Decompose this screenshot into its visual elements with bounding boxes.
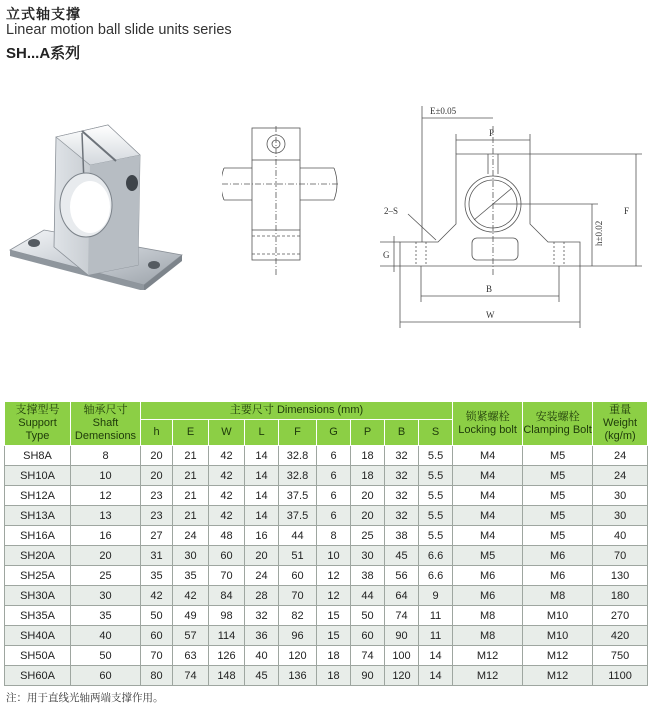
table-cell: 60 bbox=[209, 546, 245, 566]
table-cell: M12 bbox=[523, 666, 593, 686]
table-cell: 40 bbox=[593, 526, 648, 546]
table-cell: 20 bbox=[71, 546, 141, 566]
header-e: E bbox=[173, 420, 209, 446]
table-cell: M5 bbox=[523, 526, 593, 546]
table-cell: 23 bbox=[141, 486, 173, 506]
dim-w-label: W bbox=[486, 310, 495, 320]
header-support-type: 支撑型号 Support Type bbox=[5, 402, 71, 446]
footnote: 注：用于直线光轴两端支撑作用。 bbox=[6, 692, 164, 704]
table-cell: 5.5 bbox=[419, 506, 453, 526]
dim-e-label: E±0.05 bbox=[430, 106, 457, 116]
table-cell: 48 bbox=[209, 526, 245, 546]
table-cell: 5.5 bbox=[419, 486, 453, 506]
header-s: S bbox=[419, 420, 453, 446]
dim-b-label: B bbox=[486, 284, 493, 294]
table-cell: 32 bbox=[385, 486, 419, 506]
table-cell: 6 bbox=[317, 506, 351, 526]
table-cell: 32.8 bbox=[279, 466, 317, 486]
table-cell: 270 bbox=[593, 606, 648, 626]
table-cell: 12 bbox=[71, 486, 141, 506]
table-cell: SH10A bbox=[5, 466, 71, 486]
table-cell: 42 bbox=[209, 446, 245, 466]
table-cell: 70 bbox=[593, 546, 648, 566]
header-g: G bbox=[317, 420, 351, 446]
table-cell: 74 bbox=[173, 666, 209, 686]
table-cell: 40 bbox=[71, 626, 141, 646]
table-cell: 5.5 bbox=[419, 466, 453, 486]
table-cell: 50 bbox=[351, 606, 385, 626]
table-cell: SH50A bbox=[5, 646, 71, 666]
table-cell: SH12A bbox=[5, 486, 71, 506]
table-row bbox=[5, 586, 648, 606]
table-cell: 44 bbox=[351, 586, 385, 606]
table-cell: 120 bbox=[279, 646, 317, 666]
table-cell: SH20A bbox=[5, 546, 71, 566]
spec-table-body bbox=[5, 446, 648, 686]
table-cell: 20 bbox=[351, 506, 385, 526]
table-cell: 15 bbox=[317, 606, 351, 626]
table-cell: 42 bbox=[141, 586, 173, 606]
table-cell: 60 bbox=[351, 626, 385, 646]
table-cell: M5 bbox=[523, 446, 593, 466]
table-cell: 750 bbox=[593, 646, 648, 666]
table-cell: 30 bbox=[351, 546, 385, 566]
table-cell: 36 bbox=[245, 626, 279, 646]
table-cell: M8 bbox=[453, 606, 523, 626]
table-cell: 31 bbox=[141, 546, 173, 566]
table-cell: M12 bbox=[453, 666, 523, 686]
table-row bbox=[5, 506, 648, 526]
table-cell: SH40A bbox=[5, 626, 71, 646]
table-cell: M6 bbox=[523, 566, 593, 586]
header-f: F bbox=[279, 420, 317, 446]
side-view-drawing bbox=[222, 126, 342, 280]
table-cell: M6 bbox=[523, 546, 593, 566]
title-en: Linear motion ball slide units series bbox=[6, 22, 232, 38]
table-cell: 25 bbox=[71, 566, 141, 586]
table-cell: M12 bbox=[523, 646, 593, 666]
table-cell: 11 bbox=[419, 626, 453, 646]
table-cell: 1100 bbox=[593, 666, 648, 686]
table-cell: 70 bbox=[209, 566, 245, 586]
table-cell: SH35A bbox=[5, 606, 71, 626]
table-cell: 14 bbox=[245, 486, 279, 506]
table-cell: 38 bbox=[351, 566, 385, 586]
table-cell: 28 bbox=[245, 586, 279, 606]
table-cell: SH13A bbox=[5, 506, 71, 526]
table-cell: 6.6 bbox=[419, 566, 453, 586]
table-row bbox=[5, 526, 648, 546]
table-row bbox=[5, 626, 648, 646]
table-cell: 56 bbox=[385, 566, 419, 586]
table-cell: 20 bbox=[351, 486, 385, 506]
table-cell: 13 bbox=[71, 506, 141, 526]
table-cell: 50 bbox=[71, 646, 141, 666]
header-shaft-dimensions: 轴承尺寸 Shaft Demensions bbox=[71, 402, 141, 446]
table-cell: 14 bbox=[419, 666, 453, 686]
table-cell: 98 bbox=[209, 606, 245, 626]
table-cell: 21 bbox=[173, 446, 209, 466]
table-cell: 100 bbox=[385, 646, 419, 666]
table-cell: 9 bbox=[419, 586, 453, 606]
table-cell: 60 bbox=[71, 666, 141, 686]
table-cell: 148 bbox=[209, 666, 245, 686]
table-cell: M10 bbox=[523, 626, 593, 646]
table-cell: M8 bbox=[523, 586, 593, 606]
table-cell: 23 bbox=[141, 506, 173, 526]
table-cell: SH30A bbox=[5, 586, 71, 606]
header-weight: 重量 Weight (kg/m) bbox=[593, 402, 648, 446]
table-cell: M4 bbox=[453, 506, 523, 526]
table-cell: 18 bbox=[317, 666, 351, 686]
table-cell: 32 bbox=[385, 506, 419, 526]
table-cell: 32 bbox=[245, 606, 279, 626]
front-view-drawing bbox=[380, 96, 652, 332]
table-cell: 18 bbox=[317, 646, 351, 666]
table-cell: 44 bbox=[279, 526, 317, 546]
table-row bbox=[5, 566, 648, 586]
table-cell: M6 bbox=[453, 586, 523, 606]
product-photo bbox=[4, 115, 186, 290]
table-cell: 42 bbox=[209, 506, 245, 526]
table-cell: 21 bbox=[173, 466, 209, 486]
table-cell: 82 bbox=[279, 606, 317, 626]
table-cell: 37.5 bbox=[279, 506, 317, 526]
table-cell: M5 bbox=[523, 506, 593, 526]
table-cell: 45 bbox=[245, 666, 279, 686]
table-cell: 35 bbox=[173, 566, 209, 586]
table-cell: 10 bbox=[317, 546, 351, 566]
header-h: h bbox=[141, 420, 173, 446]
dim-s-label: 2–S bbox=[384, 206, 399, 216]
table-cell: 32 bbox=[385, 446, 419, 466]
header-w: W bbox=[209, 420, 245, 446]
table-cell: 12 bbox=[317, 586, 351, 606]
table-cell: 11 bbox=[419, 606, 453, 626]
table-cell: M4 bbox=[453, 466, 523, 486]
table-cell: 42 bbox=[173, 586, 209, 606]
table-cell: 6 bbox=[317, 486, 351, 506]
table-cell: 6 bbox=[317, 466, 351, 486]
header-clamping-bolt: 安装螺栓 Clamping Bolt bbox=[523, 402, 593, 446]
table-cell: M5 bbox=[523, 466, 593, 486]
table-cell: 14 bbox=[419, 646, 453, 666]
table-cell: 35 bbox=[71, 606, 141, 626]
table-cell: 60 bbox=[141, 626, 173, 646]
table-cell: 42 bbox=[209, 486, 245, 506]
header-b: B bbox=[385, 420, 419, 446]
table-cell: 8 bbox=[71, 446, 141, 466]
table-cell: 8 bbox=[317, 526, 351, 546]
table-cell: 38 bbox=[385, 526, 419, 546]
header-p: P bbox=[351, 420, 385, 446]
table-cell: 24 bbox=[173, 526, 209, 546]
table-cell: 90 bbox=[351, 666, 385, 686]
table-cell: 18 bbox=[351, 446, 385, 466]
table-cell: 60 bbox=[279, 566, 317, 586]
table-cell: 18 bbox=[351, 466, 385, 486]
table-cell: 20 bbox=[141, 446, 173, 466]
table-row bbox=[5, 546, 648, 566]
table-cell: 42 bbox=[209, 466, 245, 486]
table-cell: M10 bbox=[523, 606, 593, 626]
table-cell: 80 bbox=[141, 666, 173, 686]
table-cell: 130 bbox=[593, 566, 648, 586]
table-cell: 20 bbox=[141, 466, 173, 486]
table-cell: 32 bbox=[385, 466, 419, 486]
header-dimensions: 主要尺寸 Dimensions (mm) bbox=[141, 402, 453, 420]
table-cell: 40 bbox=[245, 646, 279, 666]
table-cell: 14 bbox=[245, 446, 279, 466]
header-l: L bbox=[245, 420, 279, 446]
table-cell: 64 bbox=[385, 586, 419, 606]
table-row bbox=[5, 486, 648, 506]
table-row bbox=[5, 606, 648, 626]
table-cell: 84 bbox=[209, 586, 245, 606]
table-cell: SH8A bbox=[5, 446, 71, 466]
table-cell: 136 bbox=[279, 666, 317, 686]
table-cell: M6 bbox=[453, 566, 523, 586]
table-cell: M4 bbox=[453, 446, 523, 466]
table-cell: 114 bbox=[209, 626, 245, 646]
table-cell: 30 bbox=[71, 586, 141, 606]
spec-table bbox=[4, 401, 648, 686]
table-cell: 14 bbox=[245, 466, 279, 486]
table-cell: 5.5 bbox=[419, 526, 453, 546]
dim-g-label: G bbox=[383, 250, 390, 260]
table-cell: 12 bbox=[317, 566, 351, 586]
table-cell: 51 bbox=[279, 546, 317, 566]
table-cell: 16 bbox=[71, 526, 141, 546]
table-cell: 49 bbox=[173, 606, 209, 626]
table-cell: 50 bbox=[141, 606, 173, 626]
table-cell: 24 bbox=[593, 466, 648, 486]
table-cell: SH25A bbox=[5, 566, 71, 586]
table-cell: 126 bbox=[209, 646, 245, 666]
table-cell: 30 bbox=[593, 486, 648, 506]
table-cell: 74 bbox=[385, 606, 419, 626]
table-cell: 180 bbox=[593, 586, 648, 606]
table-cell: 6.6 bbox=[419, 546, 453, 566]
table-row bbox=[5, 666, 648, 686]
table-cell: 74 bbox=[351, 646, 385, 666]
table-cell: 70 bbox=[141, 646, 173, 666]
table-cell: 21 bbox=[173, 486, 209, 506]
table-cell: 24 bbox=[593, 446, 648, 466]
table-row bbox=[5, 466, 648, 486]
table-cell: 70 bbox=[279, 586, 317, 606]
table-cell: M4 bbox=[453, 486, 523, 506]
dim-p-label: P bbox=[489, 128, 495, 138]
table-cell: 20 bbox=[245, 546, 279, 566]
table-cell: M5 bbox=[453, 546, 523, 566]
table-cell: 90 bbox=[385, 626, 419, 646]
table-cell: 30 bbox=[593, 506, 648, 526]
table-cell: SH60A bbox=[5, 666, 71, 686]
title-cn: 立式轴支撑 bbox=[6, 6, 81, 22]
table-cell: 120 bbox=[385, 666, 419, 686]
header-locking-bolt: 锁紧螺栓 Locking bolt bbox=[453, 402, 523, 446]
table-row bbox=[5, 646, 648, 666]
table-cell: 32.8 bbox=[279, 446, 317, 466]
table-cell: 96 bbox=[279, 626, 317, 646]
table-cell: M4 bbox=[453, 526, 523, 546]
table-cell: 35 bbox=[141, 566, 173, 586]
table-cell: 10 bbox=[71, 466, 141, 486]
table-cell: 6 bbox=[317, 446, 351, 466]
table-cell: 21 bbox=[173, 506, 209, 526]
table-cell: 14 bbox=[245, 506, 279, 526]
table-cell: 420 bbox=[593, 626, 648, 646]
dim-h-label: h±0.02 bbox=[594, 220, 604, 246]
table-row bbox=[5, 446, 648, 466]
table-cell: 5.5 bbox=[419, 446, 453, 466]
table-cell: 63 bbox=[173, 646, 209, 666]
dim-f-label: F bbox=[624, 206, 630, 216]
table-cell: M8 bbox=[453, 626, 523, 646]
table-cell: 15 bbox=[317, 626, 351, 646]
table-cell: 25 bbox=[351, 526, 385, 546]
table-cell: SH16A bbox=[5, 526, 71, 546]
series-label: SH...A系列 bbox=[6, 45, 81, 62]
table-cell: 45 bbox=[385, 546, 419, 566]
table-cell: M12 bbox=[453, 646, 523, 666]
table-cell: 57 bbox=[173, 626, 209, 646]
table-cell: 24 bbox=[245, 566, 279, 586]
table-cell: 30 bbox=[173, 546, 209, 566]
table-cell: 27 bbox=[141, 526, 173, 546]
table-cell: 37.5 bbox=[279, 486, 317, 506]
table-cell: M5 bbox=[523, 486, 593, 506]
table-cell: 16 bbox=[245, 526, 279, 546]
